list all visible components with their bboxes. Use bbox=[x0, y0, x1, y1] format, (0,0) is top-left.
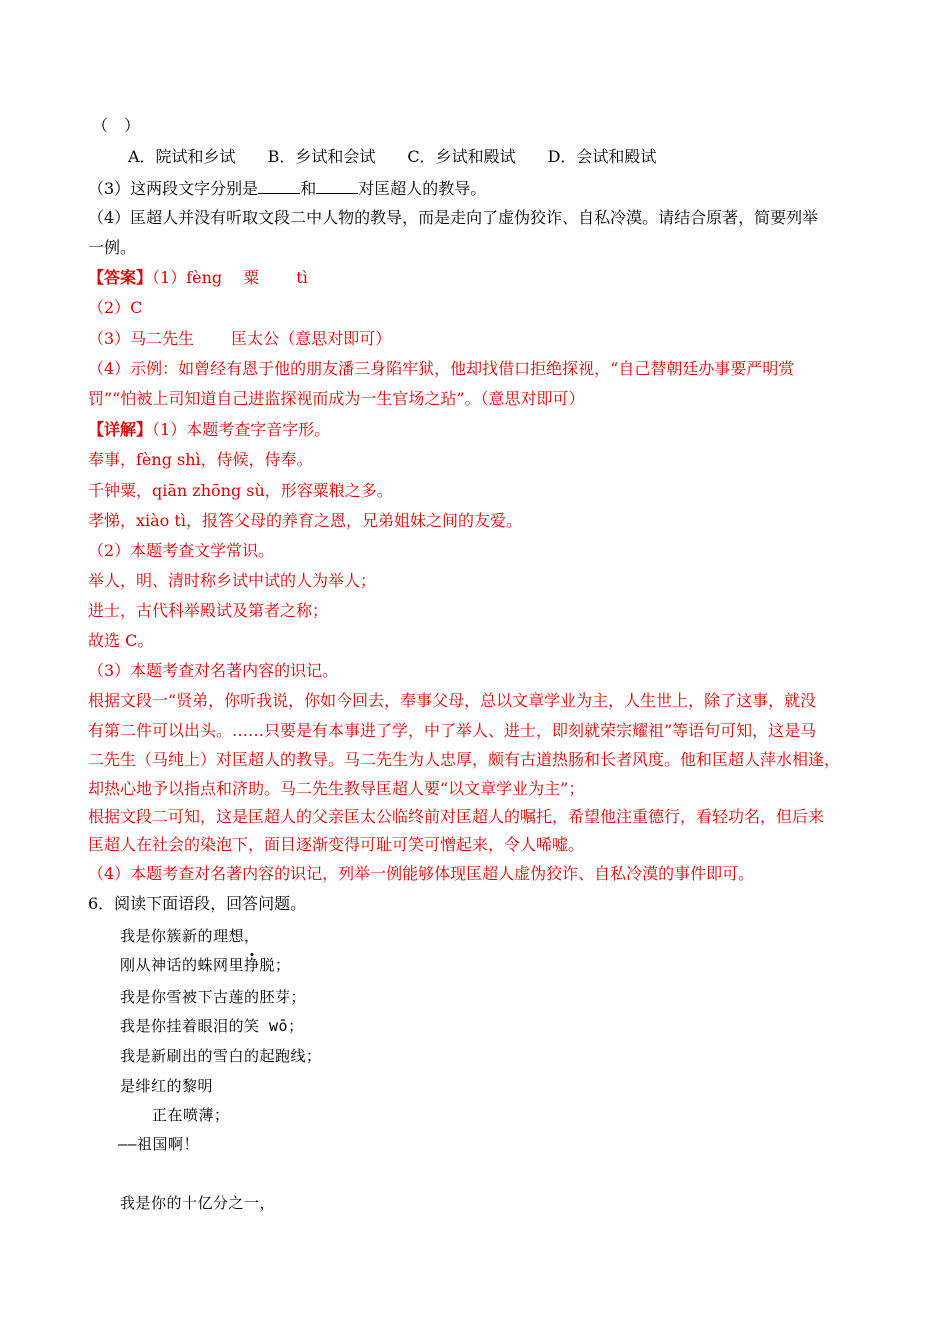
question-paren: （ ） bbox=[92, 116, 141, 135]
detail-d3-l3: 二先生（马纯上）对匡超人的教导。马二先生为人忠厚，颇有古道热肠和长者风度。他和匡超人萍水相逢， bbox=[88, 750, 841, 769]
answer-line-1: 【答案】（1）fèng 粟 tì bbox=[88, 268, 308, 287]
poem-line-1: 我是你簇新的理想， bbox=[120, 927, 260, 945]
poem-line-5: 我是新刷出的雪白的起跑线； bbox=[120, 1047, 322, 1065]
answer-line-3: （3）马二先生 匡太公（意思对即可） bbox=[88, 329, 392, 348]
detail-d3-l5: 根据文段二可知，这是匡超人的父亲匡太公临终前对匡超人的嘱托，希望他注重德行，看轻功名，但后来 bbox=[88, 807, 825, 826]
detail-d3-head: （3）本题考查对名著内容的识记。 bbox=[88, 661, 339, 680]
options-row bbox=[128, 146, 688, 168]
poem-line-2: 刚从神话的蛛网里挣脱； bbox=[120, 956, 291, 974]
poem-line-8: ——祖国啊！ bbox=[118, 1135, 200, 1153]
answer-tag: 【答案】 bbox=[88, 268, 153, 287]
poem-line-3: 我是你雪被下古莲的胚芽； bbox=[120, 988, 307, 1006]
sub-question-4-line1: （4）匡超人并没有听取文段二中人物的教导，而是走向了虚伪狡诈、自私冷漠。请结合原著，简要列举 bbox=[88, 208, 819, 227]
option-a: A．院试和乡试 bbox=[128, 147, 236, 166]
detail-d2-l3: 故选 C。 bbox=[88, 631, 154, 650]
detail-d1-l2: 千钟粟，qiān zhōng sù，形容粟粮之多。 bbox=[88, 481, 393, 500]
option-d: D．会试和殿试 bbox=[547, 147, 657, 166]
detail-d1-l3: 孝悌，xiào tì，报答父母的养育之恩，兄弟姐妹之间的友爱。 bbox=[88, 511, 522, 530]
emphasis-dot-char: 挣 bbox=[244, 956, 260, 974]
poem-line-4: 我是你挂着眼泪的笑 wō； bbox=[120, 1017, 304, 1035]
detail-d3-l6: 匡超人在社会的染泡下，面目逐渐变得可耻可笑可憎起来，令人唏嘘。 bbox=[88, 835, 585, 854]
detail-d3-l2: 有第二件可以出头。……只要是有本事进了学，中了举人、进士，即刻就荣宗耀祖”等语句可知，这是马 bbox=[88, 721, 817, 740]
answer-line-4a: （4）示例：如曾经有恩于他的朋友潘三身陷牢狱，他却找借口拒绝探视，“自己替朝廷办事要严明赏 bbox=[88, 359, 795, 378]
detail-tag: 【详解】 bbox=[88, 420, 153, 439]
sub-question-3: （3）这两段文字分别是 和 对匡超人的教导。 bbox=[88, 179, 487, 198]
detail-d2-head: （2）本题考查文学常识。 bbox=[88, 541, 275, 560]
detail-d1-l1: 奉事，fèng shì，侍候，侍奉。 bbox=[88, 450, 313, 469]
fill-blank-1 bbox=[258, 177, 300, 194]
option-c: C．乡试和殿试 bbox=[407, 147, 516, 166]
question-6-title: 6．阅读下面语段，回答问题。 bbox=[88, 894, 307, 913]
sub-question-4-line2: 一例。 bbox=[88, 238, 137, 257]
option-b: B．乡试和会试 bbox=[267, 147, 376, 166]
detail-d4: （4）本题考查对名著内容的识记，列举一例能够体现匡超人虚伪狡诈、自私冷漠的事件即可。 bbox=[88, 864, 755, 883]
detail-d3-l1: 根据文段一“贤弟，你听我说，你如今回去，奉事父母，总以文章学业为主，人生世上，除了这事，就没 bbox=[88, 691, 817, 710]
answer-line-2: （2）C bbox=[88, 298, 143, 317]
fill-blank-2 bbox=[316, 177, 358, 194]
detail-line-1: 【详解】（1）本题考查字音字形。 bbox=[88, 420, 331, 439]
poem-line-6: 是绯红的黎明 bbox=[120, 1077, 214, 1095]
poem-line-7: 正在喷薄； bbox=[152, 1106, 230, 1124]
detail-d3-l4: 却热心地予以指点和济助。马二先生教导匡超人要“以文章学业为主”； bbox=[88, 779, 585, 798]
answer-line-4b: 罚”“怕被上司知道自己进监探视而成为一生官场之玷”。（意思对即可） bbox=[88, 389, 585, 408]
detail-d2-l1: 举人，明、清时称乡试中试的人为举人； bbox=[88, 571, 377, 590]
poem-line-9: 我是你的十亿分之一， bbox=[120, 1194, 276, 1212]
detail-d2-l2: 进士，古代科举殿试及第者之称； bbox=[88, 601, 329, 620]
